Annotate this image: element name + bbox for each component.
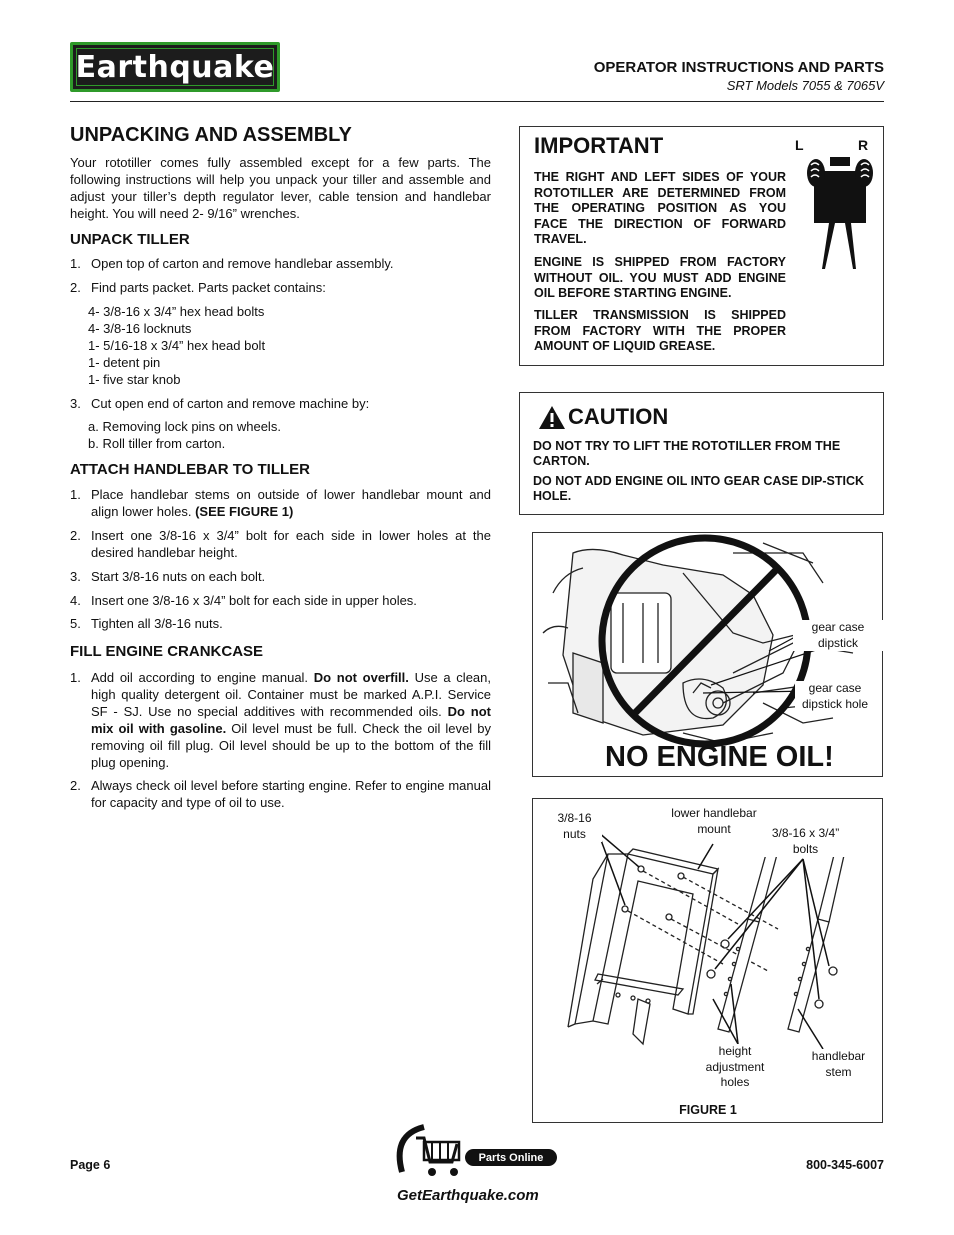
important-box: [519, 126, 884, 366]
caution-title: CAUTION: [568, 404, 669, 429]
attach-step-1: 1. Place handlebar stems on outside of lower handlebar mount and align lower holes. (SEE FIGURE 1): [70, 487, 491, 519]
figure-caption: FIGURE 1: [679, 1103, 737, 1117]
page-number: Page 6: [70, 1158, 111, 1172]
stem-label: handlebar stem: [801, 1049, 876, 1080]
parts-item: 1- five star knob: [88, 372, 181, 387]
caution-box: [519, 392, 884, 515]
attach-step-5: 5. Tighten all 3/8-16 nuts.: [70, 616, 223, 631]
left-side-label: L: [795, 137, 804, 153]
important-text-3: TILLER TRANSMISSION IS SHIPPED FROM FACTORY WITH THE PROPER AMOUNT OF LIQUID GREASE.: [534, 308, 786, 353]
unpack-step-1: 1. Open top of carton and remove handlebar assembly.: [70, 256, 394, 271]
attach-step-4: 4. Insert one 3/8-16 x 3/4” bolt for each side in upper holes.: [70, 593, 417, 608]
document-title: OPERATOR INSTRUCTIONS AND PARTS: [593, 59, 884, 76]
unpack-step-3: 3. Cut open end of carton and remove machine by:: [70, 396, 370, 411]
unpack-substep-a: a. Removing lock pins on wheels.: [88, 419, 281, 434]
mount-label: lower handlebar mount: [661, 806, 767, 837]
fill-step-2: 2. Always check oil level before starting engine. Refer to engine manual for capacity and type of oil to use.: [70, 778, 491, 810]
right-side-label: R: [858, 137, 869, 153]
important-title: IMPORTANT: [534, 133, 664, 158]
document-subtitle: SRT Models 7055 & 7065V: [726, 78, 884, 93]
unpack-step-2: 2. Find parts packet. Parts packet contains:: [70, 280, 326, 295]
caution-text-1: DO NOT TRY TO LIFT THE ROTOTILLER FROM THE CARTON.: [533, 439, 841, 468]
parts-item: 1- 5/16-18 x 3/4” hex head bolt: [88, 338, 266, 353]
no-oil-figure: [532, 532, 883, 777]
warning-triangle-icon: [538, 405, 566, 430]
attach-step-3: 3. Start 3/8-16 nuts on each bolt.: [70, 569, 266, 584]
figure-1: [532, 798, 883, 1123]
brand-logo: [70, 42, 280, 92]
dipstick-hole-label: gear case dipstick hole: [795, 681, 875, 712]
engine-illustration: [533, 533, 882, 776]
important-text-1: THE RIGHT AND LEFT SIDES OF YOUR ROTOTILLER ARE DETERMINED FROM THE OPERATING POSITION AS YOU FACE THE DIRECTION OF FORWARD TRAVEL.: [534, 170, 786, 246]
section-title: UNPACKING AND ASSEMBLY: [70, 124, 352, 146]
parts-item: 4- 3/8-16 locknuts: [88, 321, 192, 336]
unpack-substep-b: b. Roll tiller from carton.: [88, 436, 226, 451]
website-link[interactable]: GetEarthquake.com: [397, 1187, 539, 1204]
logo-text: Earthquake: [75, 49, 275, 85]
phone-number: 800-345-6007: [806, 1158, 884, 1172]
fill-heading: FILL ENGINE CRANKCASE: [70, 643, 264, 660]
nuts-label: 3/8-16 nuts: [547, 811, 602, 842]
caution-text-2: DO NOT ADD ENGINE OIL INTO GEAR CASE DIP-STICK HOLE.: [533, 474, 865, 503]
attach-heading: ATTACH HANDLEBAR TO TILLER: [70, 461, 310, 478]
section-intro: Your rototiller comes fully assembled except for a few parts. The following instructions will help you unpack your tiller and assemble and adjust your tiller’s depth regulator lever, cable tension and handlebar height. You will need 2- 9/16” wrenches.: [70, 155, 491, 221]
tiller-topview-icon: [805, 151, 875, 273]
dipstick-label: gear case dipstick: [793, 620, 883, 651]
fill-step-1: 1. Add oil according to engine manual. Do not overfill. Use a clean, high quality detergent oil. Container must be marked A.P.I. Service SF - SJ. Use no special additives with recommended oils. Do not mix oil with gasoline. Oil level must be full. Check the oil level by removing oil fill plug. Oil level should be up to the bottom of the fill plug opening.: [70, 670, 491, 770]
parts-item: 1- detent pin: [88, 355, 161, 370]
parts-item: 4- 3/8-16 x 3/4” hex head bolts: [88, 304, 265, 319]
parts-list: [88, 303, 265, 388]
figure-reference: (SEE FIGURE 1): [195, 504, 294, 519]
attach-step-2: 2. Insert one 3/8-16 x 3/4” bolt for each side in lower holes at the desired handlebar height.: [70, 528, 491, 560]
unpack-heading: UNPACK TILLER: [70, 231, 190, 248]
no-engine-oil-banner: NO ENGINE OIL!: [605, 741, 834, 773]
parts-online-badge[interactable]: Parts Online: [478, 1152, 544, 1164]
header-divider: [70, 101, 884, 102]
important-text-2: ENGINE IS SHIPPED FROM FACTORY WITHOUT OIL. YOU MUST ADD ENGINE OIL BEFORE STARTING ENGINE.: [534, 255, 786, 300]
bolts-label: 3/8-16 x 3/4” bolts: [763, 826, 848, 857]
height-holes-label: height adjustment holes: [695, 1044, 775, 1091]
